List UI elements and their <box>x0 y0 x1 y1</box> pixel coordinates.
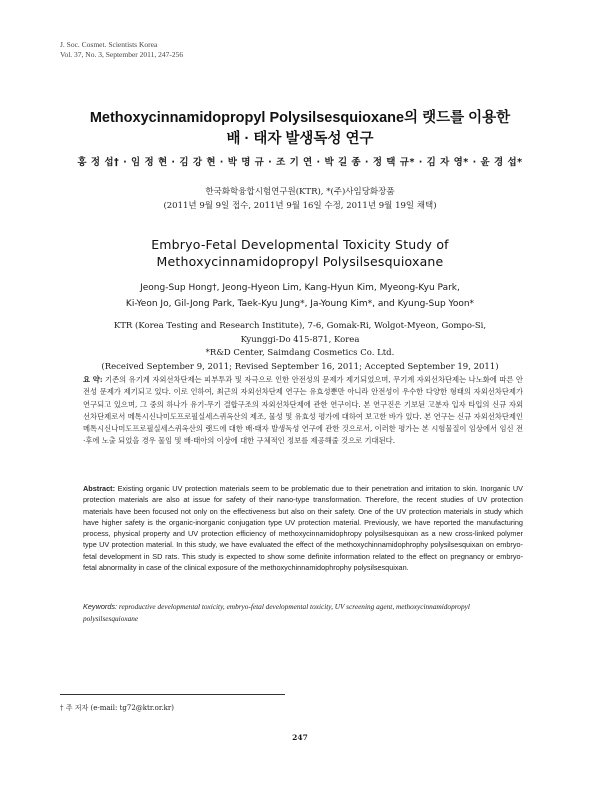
korean-title <box>0 108 600 150</box>
english-title-line2: Methoxycinnamidopropyl Polysilsesquioxane <box>156 254 444 269</box>
journal-header <box>60 40 183 60</box>
korean-dates: (2011년 9월 9일 접수, 2011년 9월 16일 수정, 2011년 9월 19일 채택) <box>163 201 437 211</box>
korean-title-line1: Methoxycinnamidopropyl Polysilsesquioxane의 랫드를 이용한 <box>89 110 511 126</box>
english-authors-line2: Ki-Yeon Jo, Gil-Jong Park, Taek-Kyu Jung*, Ja-Young Kim*, and Kyung-Sup Yoon* <box>125 299 475 309</box>
korean-affiliation-line1: 한국화학융합시험연구원(KTR), *(주)사임당화장품 <box>205 187 395 197</box>
korean-affiliation <box>0 185 600 213</box>
english-abstract <box>83 483 523 573</box>
english-dates: (Received September 9, 2011; Revised September 16, 2011; Accepted September 19, 2011) <box>101 361 499 372</box>
korean-title-line2: 배 · 태자 발생독성 연구 <box>226 131 374 147</box>
footnote-divider <box>60 694 285 695</box>
footnote: † 주 저자 (e-mail: tg72@ktr.or.kr) <box>60 704 174 712</box>
korean-authors: 홍 정 섭† · 임 정 현 · 김 강 현 · 박 명 규 · 조 기 연 · 박 길 종 · 정 택 규* · 김 자 영* · 윤 경 섭* <box>77 157 523 168</box>
korean-abstract-label: 요 약: <box>83 375 103 384</box>
keywords-text: reproductive developmental toxicity, embryo-fetal developmental toxicity, UV screening agent, methoxycinnamidopropyl polysilsesquioxane <box>83 602 470 623</box>
korean-abstract-text: 기존의 유기계 자외선차단제는 피부투과 및 자극으로 인한 안전성의 문제가 제기되었으며, 무기계 자외선차단제는 나노화에 따른 안전성 문제가 제기되고 있다. 이로 인하여, 최근의 자외선차단제 연구는 유효성뿐만 아니라 안전성이 우수한 다양한 형태의 자외선차단제가 연구되고 있으며, 그 중의 하나가 유기-무기 결합구조의 자외선차단제에 관한 연구이다. 본 연구진은 기보된 고분자 입자 타입의 신규 자외선차단제로서 메톡시신나미도프로필실세스퀴옥산의 제조, 물성 및 유효성 평가에 대하여 보고한 바가 있다. 본 연구는 신규 자외선차단제인 메톡시신나미도프로필실세스퀴옥산의 랫드에 대한 배·태자 발생독성 연구에 관한 것으로서, 이러한 평가는 본 시험물질이 임상에서 임신 전·후에 노출 되었을 경우 물임 및 배·태아의 이상에 대한 구체적인 정보를 제공해줄 것으로 기대된다. <box>83 375 523 446</box>
english-abstract-text: Existing organic UV protection materials seem to be problematic due to their penetration and irritation to skin. Inorganic UV protection materials are also at issue for safety of their nano-type transformation. Therefore, the recent studies of UV protection materials have been focused not only on the effectiveness but also on their safety. One of the UV protection materials in study which have higher safety is the organic-inorganic conjugation type UV protection material. Previously, we have reported the manufacturing process, physical property and UV protection efficiency of methoxycinnamidophropy polysilsesquixan as a new cross-linked polymer type UV protection material. In this study, we have evaluated the effect of the methoxychinnamidophrophy polysilsesquixan on embryo-fetal development in SD rats. This study is expected to show some definite information related to the effect on pregnancy or embryo-fetal abnormality in case of the clinical exposure of the methoxychinnamidophrophy polysilsesquixan. <box>83 484 523 573</box>
page-number: 247 <box>292 733 308 742</box>
korean-abstract <box>83 374 523 448</box>
english-abstract-label: Abstract: <box>83 484 116 493</box>
keywords <box>83 601 523 624</box>
english-affiliation-line2: Kyunggi-Do 415-871, Korea <box>240 334 360 345</box>
journal-volume: Vol. 37, No. 3, September 2011, 247-256 <box>60 50 184 59</box>
english-title-line1: Embryo-Fetal Developmental Toxicity Study of <box>151 237 449 252</box>
english-affiliation-line1: KTR (Korea Testing and Research Institute), 7-6, Gomak-Ri, Wolgot-Myeon, Gompo-Si, <box>113 321 487 331</box>
journal-name: J. Soc. Cosmet. Scientists Korea <box>60 40 158 49</box>
english-authors <box>0 280 600 312</box>
english-title <box>0 236 600 270</box>
english-authors-line1: Jeong-Sup Hong†, Jeong-Hyeon Lim, Kang-Hyun Kim, Myeong-Kyu Park, <box>140 283 460 293</box>
english-affiliation-line3: *R&D Center, Saimdang Cosmetics Co. Ltd. <box>205 348 395 358</box>
english-affiliation <box>0 320 600 374</box>
keywords-label: Keywords: <box>83 602 118 611</box>
